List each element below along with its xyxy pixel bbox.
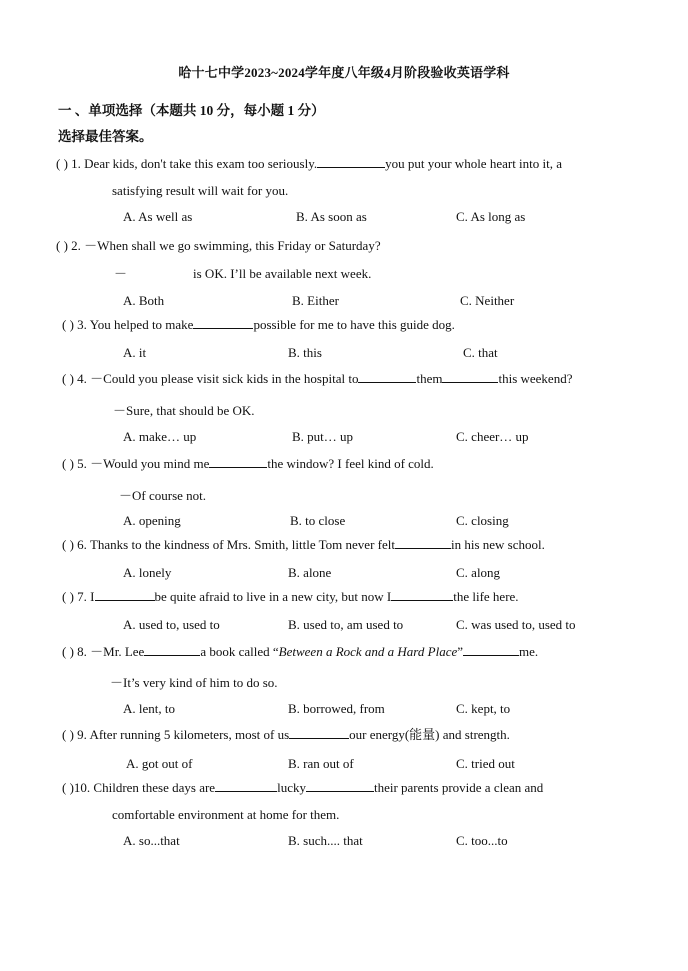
question-text: ” (457, 644, 464, 659)
q2-option-b[interactable]: B. Either (292, 293, 339, 308)
instruction-text: 选择最佳答案。 (58, 129, 153, 144)
question-text: Thanks to the kindness of Mrs. Smith, little Tom never felt (89, 537, 395, 552)
question-text: their parents provide a clean and (373, 780, 544, 795)
q9-option-a[interactable]: A. got out of (126, 756, 193, 771)
question-text: lucky (277, 780, 306, 795)
q8-option-b[interactable]: B. borrowed, from (288, 701, 385, 716)
q5-option-c[interactable]: C. closing (456, 513, 509, 528)
question-text: them (416, 371, 443, 386)
question-number: 3. (77, 317, 87, 332)
q6-option-b[interactable]: B. alone (288, 565, 332, 580)
answer-blank (289, 726, 349, 739)
question-10 (62, 779, 543, 796)
answer-blank (306, 779, 374, 792)
answer-blank (215, 779, 277, 792)
answer-blank (209, 455, 267, 468)
answer-blank (391, 588, 453, 601)
question-3 (62, 316, 455, 333)
question-number: 4. (77, 371, 87, 386)
question-number: 9. (77, 727, 87, 742)
q7-option-a[interactable]: A. used to, used to (123, 617, 220, 632)
question-text: is OK. I’ll be available next week. (193, 266, 372, 281)
q2-option-a[interactable]: A. Both (123, 293, 165, 308)
answer-blank (358, 370, 416, 383)
q4-option-b[interactable]: B. put… up (292, 429, 354, 444)
q3-option-b[interactable]: B. this (288, 345, 322, 360)
answer-paren[interactable]: ( ) (62, 456, 74, 471)
question-text: you put your whole heart into it, a (385, 156, 563, 171)
answer-blank (395, 536, 451, 549)
question-4-reply: －Sure, that should be OK. (113, 403, 255, 418)
q1-option-c[interactable]: C. As long as (456, 209, 526, 224)
q7-option-b[interactable]: B. used to, am used to (288, 617, 404, 632)
answer-paren[interactable]: ( ) (62, 780, 74, 795)
q10-option-c[interactable]: C. too...to (456, 833, 508, 848)
question-7 (62, 588, 519, 605)
question-text: the life here. (453, 589, 519, 604)
section-heading: 一 、单项选择（本题共 10 分，每小题 1 分） (58, 103, 325, 118)
q8-option-c[interactable]: C. kept, to (456, 701, 511, 716)
question-1-cont: satisfying result will wait for you. (112, 183, 289, 198)
question-text: －Mr. Lee (90, 644, 145, 659)
question-text: be quite afraid to live in a new city, but now I (154, 589, 392, 604)
question-text: Dear kids, don't take this exam too seriously. (84, 156, 318, 171)
q4-option-a[interactable]: A. make… up (123, 429, 197, 444)
question-text: －Would you mind me (90, 456, 210, 471)
question-6 (62, 536, 545, 553)
question-number: 7. (77, 589, 87, 604)
question-2 (56, 235, 381, 254)
answer-paren[interactable]: ( ) (56, 156, 68, 171)
question-8 (62, 641, 538, 660)
question-9 (62, 724, 510, 743)
question-text: possible for me to have this guide dog. (253, 317, 455, 332)
question-text: in his new school. (450, 537, 545, 552)
question-1 (56, 155, 562, 172)
answer-blank (317, 155, 385, 168)
q8-option-a[interactable]: A. lent, to (123, 701, 175, 716)
question-5-reply: －Of course not. (119, 488, 207, 503)
book-title: Between a Rock and a Hard Place (278, 644, 458, 659)
question-text: this weekend? (498, 371, 573, 386)
q10-option-b[interactable]: B. such.... that (288, 833, 363, 848)
answer-paren[interactable]: ( ) (62, 317, 74, 332)
answer-blank (463, 643, 519, 656)
question-text: me. (519, 644, 539, 659)
q3-option-c[interactable]: C. that (463, 345, 498, 360)
answer-paren[interactable]: ( ) (56, 238, 68, 253)
question-text: After running 5 kilometers, most of us (89, 727, 290, 742)
answer-blank (193, 316, 253, 329)
question-text: You helped to make (89, 317, 194, 332)
q5-option-b[interactable]: B. to close (290, 513, 346, 528)
answer-paren[interactable]: ( ) (62, 589, 74, 604)
q2-option-c[interactable]: C. Neither (460, 293, 515, 308)
question-10-cont: comfortable environment at home for them. (112, 807, 340, 822)
answer-paren[interactable]: ( ) (62, 371, 74, 386)
question-number: 10. (73, 780, 91, 795)
answer-blank (442, 370, 498, 383)
page-title: 哈十七中学2023~2024学年度八年级4月阶段验收英语学科 (178, 65, 510, 80)
q9-option-b[interactable]: B. ran out of (288, 756, 354, 771)
q1-option-b[interactable]: B. As soon as (296, 209, 367, 224)
answer-blank (95, 588, 155, 601)
q1-option-a[interactable]: A. As well as (123, 209, 193, 224)
question-text: I (90, 589, 95, 604)
answer-blank (144, 643, 200, 656)
question-text: the window? I feel kind of cold. (267, 456, 434, 471)
q5-option-a[interactable]: A. opening (123, 513, 181, 528)
question-2-cont (114, 263, 371, 282)
question-4 (62, 368, 572, 387)
question-text: a book called “ (200, 644, 279, 659)
answer-paren[interactable]: ( ) (62, 727, 74, 742)
question-text: －When shall we go swimming, this Friday or Saturday? (84, 238, 381, 253)
question-number: 1. (71, 156, 81, 171)
question-number: 5. (77, 456, 87, 471)
answer-paren[interactable]: ( ) (62, 644, 74, 659)
dash: － (114, 266, 128, 281)
question-number: 6. (77, 537, 87, 552)
question-text: Children these days are (93, 780, 216, 795)
q3-option-a[interactable]: A. it (123, 345, 147, 360)
q4-option-c[interactable]: C. cheer… up (456, 429, 529, 444)
q10-option-a[interactable]: A. so...that (123, 833, 180, 848)
q7-option-c[interactable]: C. was used to, used to (456, 617, 576, 632)
question-text: －Could you please visit sick kids in the hospital to (90, 371, 359, 386)
answer-paren[interactable]: ( ) (62, 537, 74, 552)
question-text: our energy(能量) and strength. (349, 727, 510, 742)
question-5 (62, 453, 434, 472)
question-number: 2. (71, 238, 81, 253)
q6-option-c[interactable]: C. along (456, 565, 501, 580)
question-8-reply: －It’s very kind of him to do so. (110, 675, 278, 690)
question-number: 8. (77, 644, 87, 659)
q6-option-a[interactable]: A. lonely (123, 565, 172, 580)
q9-option-c[interactable]: C. tried out (456, 756, 515, 771)
